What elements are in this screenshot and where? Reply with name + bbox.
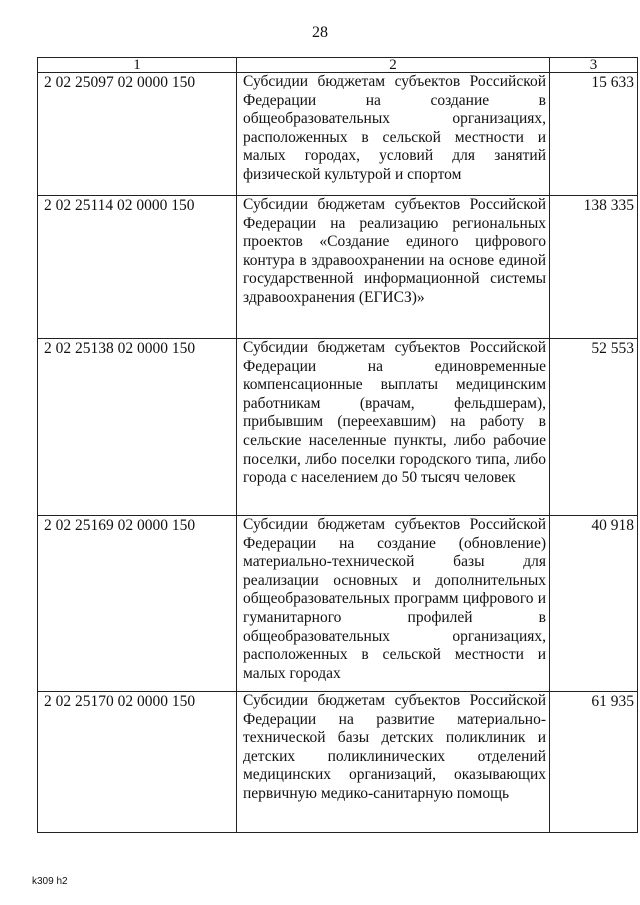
budget-code-cell: 2 02 25169 02 0000 150 bbox=[38, 516, 237, 692]
table-row bbox=[38, 196, 638, 339]
budget-code-cell: 2 02 25114 02 0000 150 bbox=[38, 196, 237, 339]
page-number: 28 bbox=[312, 24, 328, 41]
budget-table bbox=[37, 57, 638, 833]
table-row bbox=[38, 692, 638, 833]
footer-code: k309 h2 bbox=[32, 876, 68, 887]
amount-cell: 138 335 bbox=[550, 196, 638, 339]
column-header-3: 3 bbox=[550, 58, 638, 73]
description-cell: Субсидии бюджетам субъектов Российской Федерации на реализацию региональных проектов «Создание единого цифрового контура в здравоохранении на основе единой государственной информационной системы здравоохранения (ЕГИСЗ)» bbox=[237, 196, 550, 339]
amount-cell: 52 553 bbox=[550, 339, 638, 516]
header-row bbox=[38, 58, 638, 73]
amount-cell: 40 918 bbox=[550, 516, 638, 692]
column-header-1: 1 bbox=[38, 58, 237, 73]
column-header-2: 2 bbox=[237, 58, 550, 73]
description-cell: Субсидии бюджетам субъектов Российской Федерации на развитие материально-технической базы детских поликлиник и детских поликлинических отделений медицинских организаций, оказывающих первичную медико-санитарную помощь bbox=[237, 692, 550, 833]
description-cell: Субсидии бюджетам субъектов Российской Федерации на единовременные компенсационные выплаты медицинским работникам (врачам, фельдшерам), прибывшим (переехавшим) на работу в сельские населенные пункты, либо рабочие поселки, либо поселки городского типа, либо города с населением до 50 тысяч человек bbox=[237, 339, 550, 516]
description-cell: Субсидии бюджетам субъектов Российской Федерации на создание в общеобразовательных организациях, расположенных в сельской местности и малых городах, условий для занятий физической культурой и спортом bbox=[237, 73, 550, 196]
budget-code-cell: 2 02 25097 02 0000 150 bbox=[38, 73, 237, 196]
amount-cell: 15 633 bbox=[550, 73, 638, 196]
budget-code-cell: 2 02 25170 02 0000 150 bbox=[38, 692, 237, 833]
table-row bbox=[38, 516, 638, 692]
budget-code-cell: 2 02 25138 02 0000 150 bbox=[38, 339, 237, 516]
table-row bbox=[38, 339, 638, 516]
description-cell: Субсидии бюджетам субъектов Российской Федерации на создание (обновление) материально-технической базы для реализации основных и дополнительных общеобразовательных программ цифрового и гуманитарного профилей в общеобразовательных организациях, расположенных в сельской местности и малых городах bbox=[237, 516, 550, 692]
table-row bbox=[38, 73, 638, 196]
amount-cell: 61 935 bbox=[550, 692, 638, 833]
